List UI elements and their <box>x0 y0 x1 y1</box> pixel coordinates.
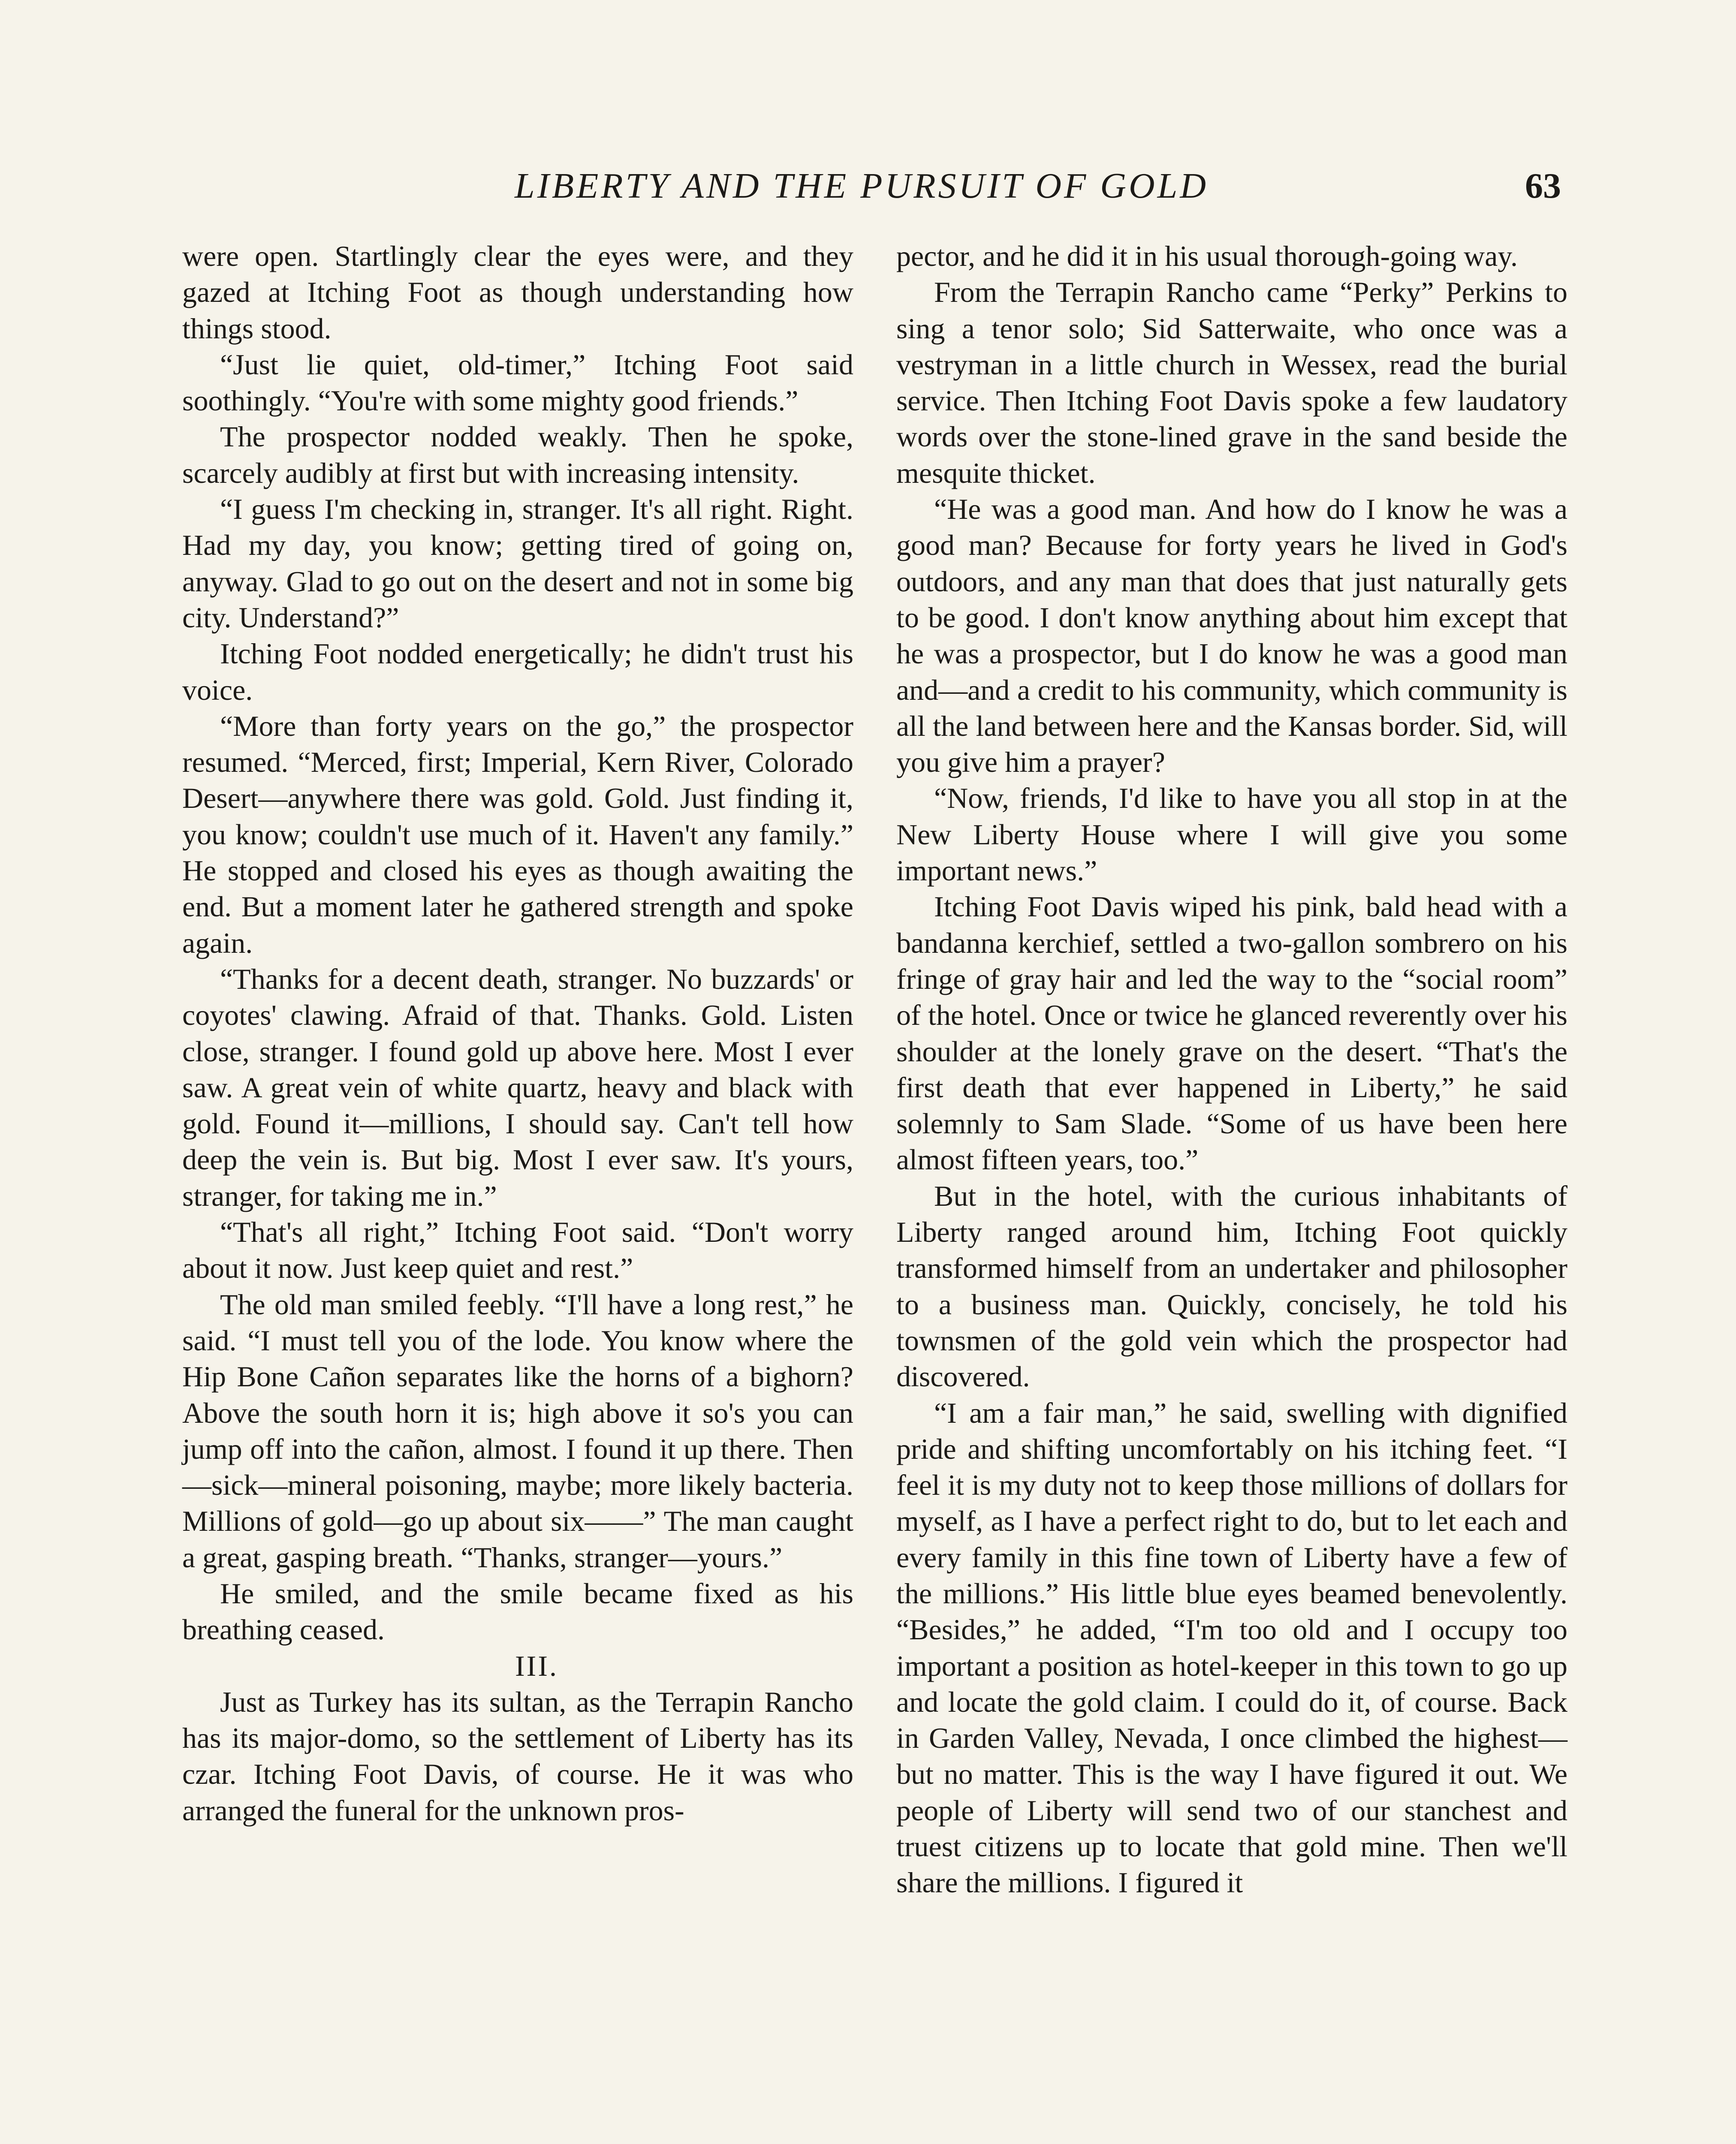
paragraph: The old man smiled feebly. “I'll have a long rest,” he said. “I must tell you of the lode. You know where the Hip Bone Cañon separates like the horns of a bighorn? Above the south horn it is; high above it so's you can jump off into the cañon, almost. I found it up there. Then—sick—mineral poisoning, maybe; more likely bacteria. Millions of gold—go up about six——” The man caught a great, gasping breath. “Thanks, stranger—yours.” <box>182 1288 853 1574</box>
paragraph: “I am a fair man,” he said, swelling with dignified pride and shifting uncomfortably on his itching feet. “I feel it is my duty not to keep those millions of dollars for myself, as I have a perfect right to do, but to let each and every family in this fine town of Liberty have a few of the millions.” His little blue eyes beamed benevolently. “Besides,” he added, “I'm too old and I occupy too important a position as hotel-keeper in this town to go up and locate the gold claim. I could do it, of course. Back in Garden Valley, Nevada, I once climbed the highest—but no matter. This is the way I have figured it out. We people of Liberty will send two of our stanchest and truest citizens up to locate that gold mine. Then we'll share the millions. I figured it <box>896 1396 1567 1899</box>
running-title: LIBERTY AND THE PURSUIT OF GOLD <box>515 166 1209 206</box>
paragraph: “More than forty years on the go,” the prospector resumed. “Merced, first; Imperial, Kern River, Colorado Desert—anywhere there was gold. Gold. Just finding it, you know; couldn't use much of it. Haven't any family.” He stopped and closed his eyes as though awaiting the end. But a moment later he gathered strength and spoke again. <box>182 709 853 959</box>
paragraph: “He was a good man. And how do I know he was a good man? Because for forty years he lived in God's outdoors, and any man that does that just naturally gets to be good. I don't know anything about him except that he was a prospector, but I do know he was a good man and—and a credit to his community, which community is all the land between here and the Kansas border. Sid, will you give him a prayer? <box>896 493 1567 779</box>
paragraph: “That's all right,” Itching Foot said. “Don't worry about it now. Just keep quiet and rest.” <box>182 1216 853 1285</box>
paragraph: “Just lie quiet, old-timer,” Itching Foot said soothingly. “You're with some mighty good friends.” <box>182 348 853 417</box>
paragraph: were open. Startlingly clear the eyes were, and they gazed at Itching Foot as though understanding how things stood. <box>182 240 853 345</box>
page-number: 63 <box>1525 166 1561 206</box>
section-heading: III. <box>515 1649 558 1682</box>
paragraph: “Now, friends, I'd like to have you all stop in at the New Liberty House where I will give you some important news.” <box>896 782 1567 887</box>
paragraph: The prospector nodded weakly. Then he spoke, scarcely audibly at first but with increasing intensity. <box>182 420 853 489</box>
right-column <box>896 238 1567 1901</box>
paragraph: Just as Turkey has its sultan, as the Terrapin Rancho has its major-domo, so the settlement of Liberty has its czar. Itching Foot Davis, of course. He it was who arranged the funeral for the unknown pros- <box>182 1685 853 1827</box>
page-header <box>0 165 1736 212</box>
paragraph: From the Terrapin Rancho came “Perky” Perkins to sing a tenor solo; Sid Satterwaite, who once was a vestryman in a little church in Wessex, read the burial service. Then Itching Foot Davis spoke a few laudatory words over the stone-lined grave in the sand beside the mesquite thicket. <box>896 276 1567 489</box>
paragraph: Itching Foot Davis wiped his pink, bald head with a bandanna kerchief, settled a two-gallon sombrero on his fringe of gray hair and led the way to the “social room” of the hotel. Once or twice he glanced reverently over his shoulder at the lonely grave on the desert. “That's the first death that ever happened in Liberty,” he said solemnly to Sam Slade. “Some of us have been here almost fifteen years, too.” <box>896 890 1567 1176</box>
paragraph: “Thanks for a decent death, stranger. No buzzards' or coyotes' clawing. Afraid of that. Thanks. Gold. Listen close, stranger. I found gold up above here. Most I ever saw. A great vein of white quartz, heavy and black with gold. Found it—millions, I should say. Can't tell how deep the vein is. But big. Most I ever saw. It's yours, stranger, for taking me in.” <box>182 962 853 1212</box>
paragraph: “I guess I'm checking in, stranger. It's all right. Right. Had my day, you know; getting tired of going on, anyway. Glad to go out on the desert and not in some big city. Understand?” <box>182 493 853 634</box>
paragraph: He smiled, and the smile became fixed as his breathing ceased. <box>182 1577 853 1646</box>
left-column <box>182 238 853 1828</box>
paragraph: Itching Foot nodded energetically; he didn't trust his voice. <box>182 637 853 706</box>
paragraph: But in the hotel, with the curious inhabitants of Liberty ranged around him, Itching Foot quickly transformed himself from an undertaker and philosopher to a business man. Quickly, concisely, he told his townsmen of the gold vein which the prospector had discovered. <box>896 1179 1567 1393</box>
paragraph: pector, and he did it in his usual thorough-going way. <box>896 240 1518 272</box>
